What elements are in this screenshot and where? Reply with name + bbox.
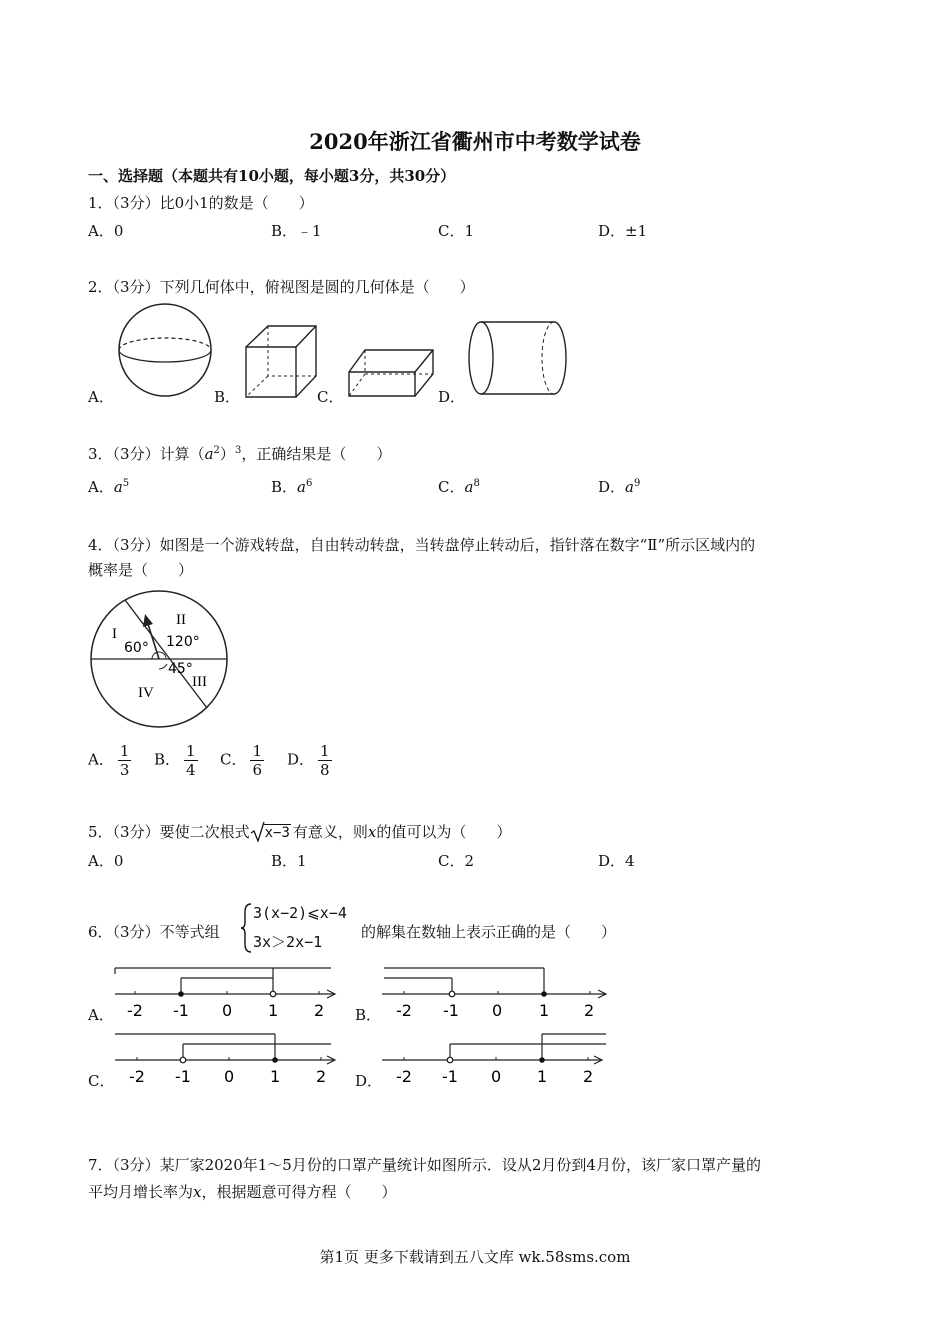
q2-option-d[interactable]: D． <box>438 388 466 406</box>
svg-text:2: 2 <box>316 1067 327 1086</box>
q6-option-a[interactable]: A． <box>88 1006 114 1024</box>
q5-option-c[interactable]: C．2 <box>438 852 475 870</box>
q4-option-a[interactable]: A． $\frac{1}{3}$ <box>88 742 130 779</box>
square-root-expression: x−3 <box>250 823 291 841</box>
svg-text:1: 1 <box>270 1067 281 1086</box>
svg-text:2: 2 <box>314 1001 325 1020</box>
svg-text:-1: -1 <box>442 1067 458 1086</box>
q5-option-a[interactable]: A．0 <box>88 852 124 870</box>
q3-option-b[interactable]: B．$a^6$ <box>271 478 313 496</box>
page-footer: 第1页 更多下载请到五八文库 wk.58sms.com <box>319 1248 631 1266</box>
q2-option-b[interactable]: B． <box>214 388 241 406</box>
question-4-stem-line1: 4．（3分）如图是一个游戏转盘，自由转动转盘，当转盘停止转动后，指针落在数字“Ⅱ”所示区域内的 <box>88 536 756 554</box>
svg-text:0: 0 <box>491 1067 502 1086</box>
region-label-i: I <box>112 626 117 642</box>
number-line-d <box>380 1030 615 1088</box>
svg-text:0: 0 <box>222 1001 233 1020</box>
brace-icon <box>239 902 253 954</box>
q2-option-c[interactable]: C． <box>317 388 344 406</box>
svg-text:-1: -1 <box>173 1001 189 1020</box>
cylinder-icon <box>466 318 571 400</box>
question-3-stem: 3．（3分）计算$(a^2)^3$，正确结果是（ ） <box>88 445 392 463</box>
svg-text:0: 0 <box>492 1001 503 1020</box>
question-1-stem: 1．（3分）比0小1的数是（ ） <box>88 194 314 212</box>
question-5-stem: 5．（3分）要使二次根式 x−3 有意义，则x的值可以为（ ） <box>88 823 512 841</box>
svg-text:2: 2 <box>584 1001 595 1020</box>
inequality-2: 3x＞2x−1 <box>253 933 323 951</box>
q5-option-b[interactable]: B．1 <box>271 852 307 870</box>
cube-icon <box>240 322 325 402</box>
svg-text:-1: -1 <box>175 1067 191 1086</box>
q6-option-d[interactable]: D． <box>355 1072 383 1090</box>
q5-option-d[interactable]: D．4 <box>598 852 635 870</box>
question-2-stem: 2．（3分）下列几何体中，俯视图是圆的几何体是（ ） <box>88 278 475 296</box>
q4-option-d[interactable]: D． $\frac{1}{8}$ <box>287 742 330 779</box>
region-label-iii: III <box>192 674 207 690</box>
svg-text:-2: -2 <box>396 1001 412 1020</box>
number-line-b <box>380 964 615 1022</box>
page-title: 2020年浙江省衢州市中考数学试卷 <box>309 129 641 154</box>
q4-option-b[interactable]: B． $\frac{1}{4}$ <box>154 742 196 779</box>
question-6-stem-a: 6．（3分）不等式组 <box>88 923 220 941</box>
q6-option-c[interactable]: C． <box>88 1072 115 1090</box>
svg-text:-2: -2 <box>127 1001 143 1020</box>
number-line-a <box>113 964 343 1022</box>
q3-option-d[interactable]: D．$a^9$ <box>598 478 641 496</box>
svg-text:1: 1 <box>539 1001 550 1020</box>
angle-label-60: 60° <box>124 640 149 656</box>
region-label-ii: II <box>176 612 186 628</box>
section-heading: 一、选择题（本题共有10小题，每小题3分，共30分） <box>88 167 456 185</box>
q1-option-c[interactable]: C．1 <box>438 222 475 240</box>
angle-label-45: 45° <box>168 661 193 677</box>
spinner-wheel-diagram <box>88 590 233 730</box>
q1-option-b[interactable]: B．﹣1 <box>271 222 322 240</box>
question-7-stem-line1: 7．（3分）某厂家2020年1～5月份的口罩产量统计如图所示．设从2月份到4月份，该厂家口罩产量的 <box>88 1156 761 1174</box>
number-line-c <box>113 1030 343 1088</box>
q6-option-b[interactable]: B． <box>355 1006 382 1024</box>
q3-option-c[interactable]: C．$a^8$ <box>438 478 480 496</box>
region-label-iv: IV <box>138 685 154 701</box>
q3-option-a[interactable]: A．$a^5$ <box>88 478 130 496</box>
svg-text:-1: -1 <box>443 1001 459 1020</box>
svg-text:1: 1 <box>537 1067 548 1086</box>
question-7-stem-line2: 平均月增长率为x，根据题意可得方程（ ） <box>88 1183 397 1201</box>
cuboid-icon <box>345 344 440 399</box>
question-4-stem-line2: 概率是（ ） <box>88 561 194 579</box>
sphere-icon <box>115 300 220 400</box>
svg-text:-2: -2 <box>396 1067 412 1086</box>
q1-option-d[interactable]: D．±1 <box>598 222 648 240</box>
q2-option-a[interactable]: A． <box>88 388 114 406</box>
q4-option-c[interactable]: C． $\frac{1}{6}$ <box>220 742 263 779</box>
svg-text:0: 0 <box>224 1067 235 1086</box>
inequality-1: 3(x−2)⩽x−4 <box>253 904 347 922</box>
svg-text:-2: -2 <box>129 1067 145 1086</box>
q1-option-a[interactable]: A．0 <box>88 222 124 240</box>
svg-text:2: 2 <box>583 1067 594 1086</box>
svg-text:1: 1 <box>268 1001 279 1020</box>
question-6-stem-b: 的解集在数轴上表示正确的是（ ） <box>361 923 617 941</box>
angle-label-120: 120° <box>166 634 200 650</box>
